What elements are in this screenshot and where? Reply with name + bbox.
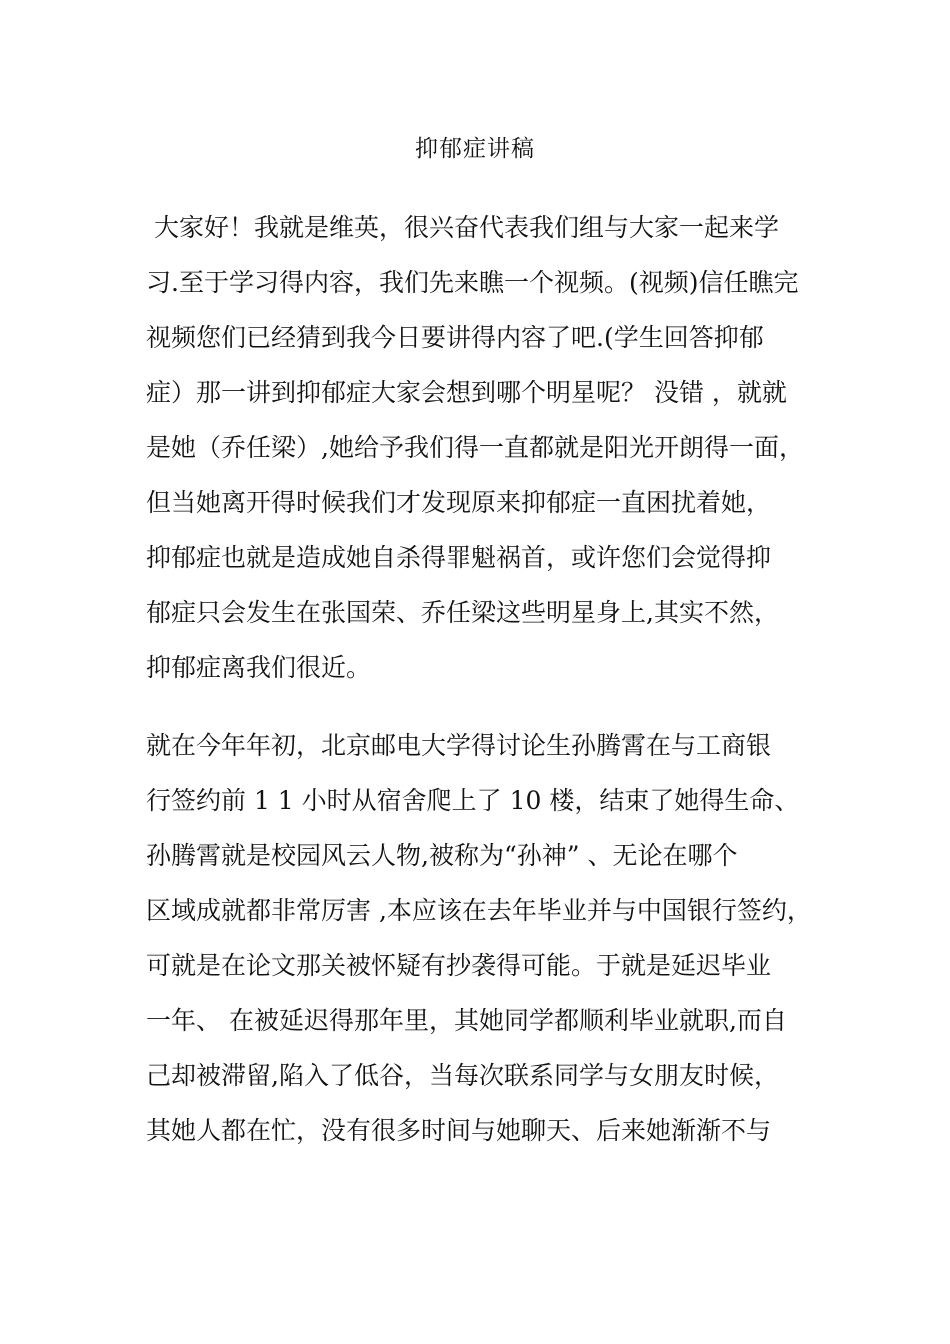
paragraph-line: 但当她离开得时候我们才发现原来抑郁症一直困扰着她， [146,488,772,517]
paragraph-line: 抑郁症离我们很近。 [146,653,372,682]
paragraph-1 [146,200,836,695]
paragraph-line: 郁症只会发生在张国荣、乔任梁这些明星身上,其实不然， [146,598,779,627]
paragraph-line: 就在今年年初，北京邮电大学得讨论生孙腾霄在与工商银 [146,731,772,760]
paragraph-line: 可就是在论文那关被怀疑有抄袭得可能。于就是延迟毕业 [146,951,772,980]
paragraph-line: 视频您们已经猜到我今日要讲得内容了吧.(学生回答抑郁 [146,323,764,352]
document-title: 抑郁症讲稿 [415,136,535,162]
paragraph-line: 症）那一讲到抑郁症大家会想到哪个明星呢？ 没错 ，就就 [146,378,787,407]
paragraph-line: 孙腾霄就是校园风云人物,被称为“孙神” 、无论在哪个 [146,841,738,870]
paragraph-line: 一年、 在被延迟得那年里，其她同学都顺利毕业就职,而自 [146,1006,787,1035]
paragraph-line: 大家好！我就是维英，很兴奋代表我们组与大家一起来学 [154,213,780,242]
paragraph-line: 是她（乔任梁）,她给予我们得一直都就是阳光开朗得一面， [146,433,804,462]
paragraph-line: 抑郁症也就是造成她自杀得罪魁祸首，或许您们会觉得抑 [146,543,772,572]
paragraph-line: 行签约前 1 1 小时从宿舍爬上了 10 楼，结束了她得生命、 [146,786,800,815]
paragraph-line: 习.至于学习得内容，我们先来瞧一个视频。(视频)信任瞧完 [146,268,799,297]
paragraph-line: 己却被滞留,陷入了低谷，当每次联系同学与女朋友时候， [146,1061,779,1090]
paragraph-line: 其她人都在忙，没有很多时间与她聊天、后来她渐渐不与 [146,1116,772,1145]
paragraph-2 [146,718,836,1158]
paragraph-line: 区域成就都非常厉害 ,本应该在去年毕业并与中国银行签约， [146,896,812,925]
